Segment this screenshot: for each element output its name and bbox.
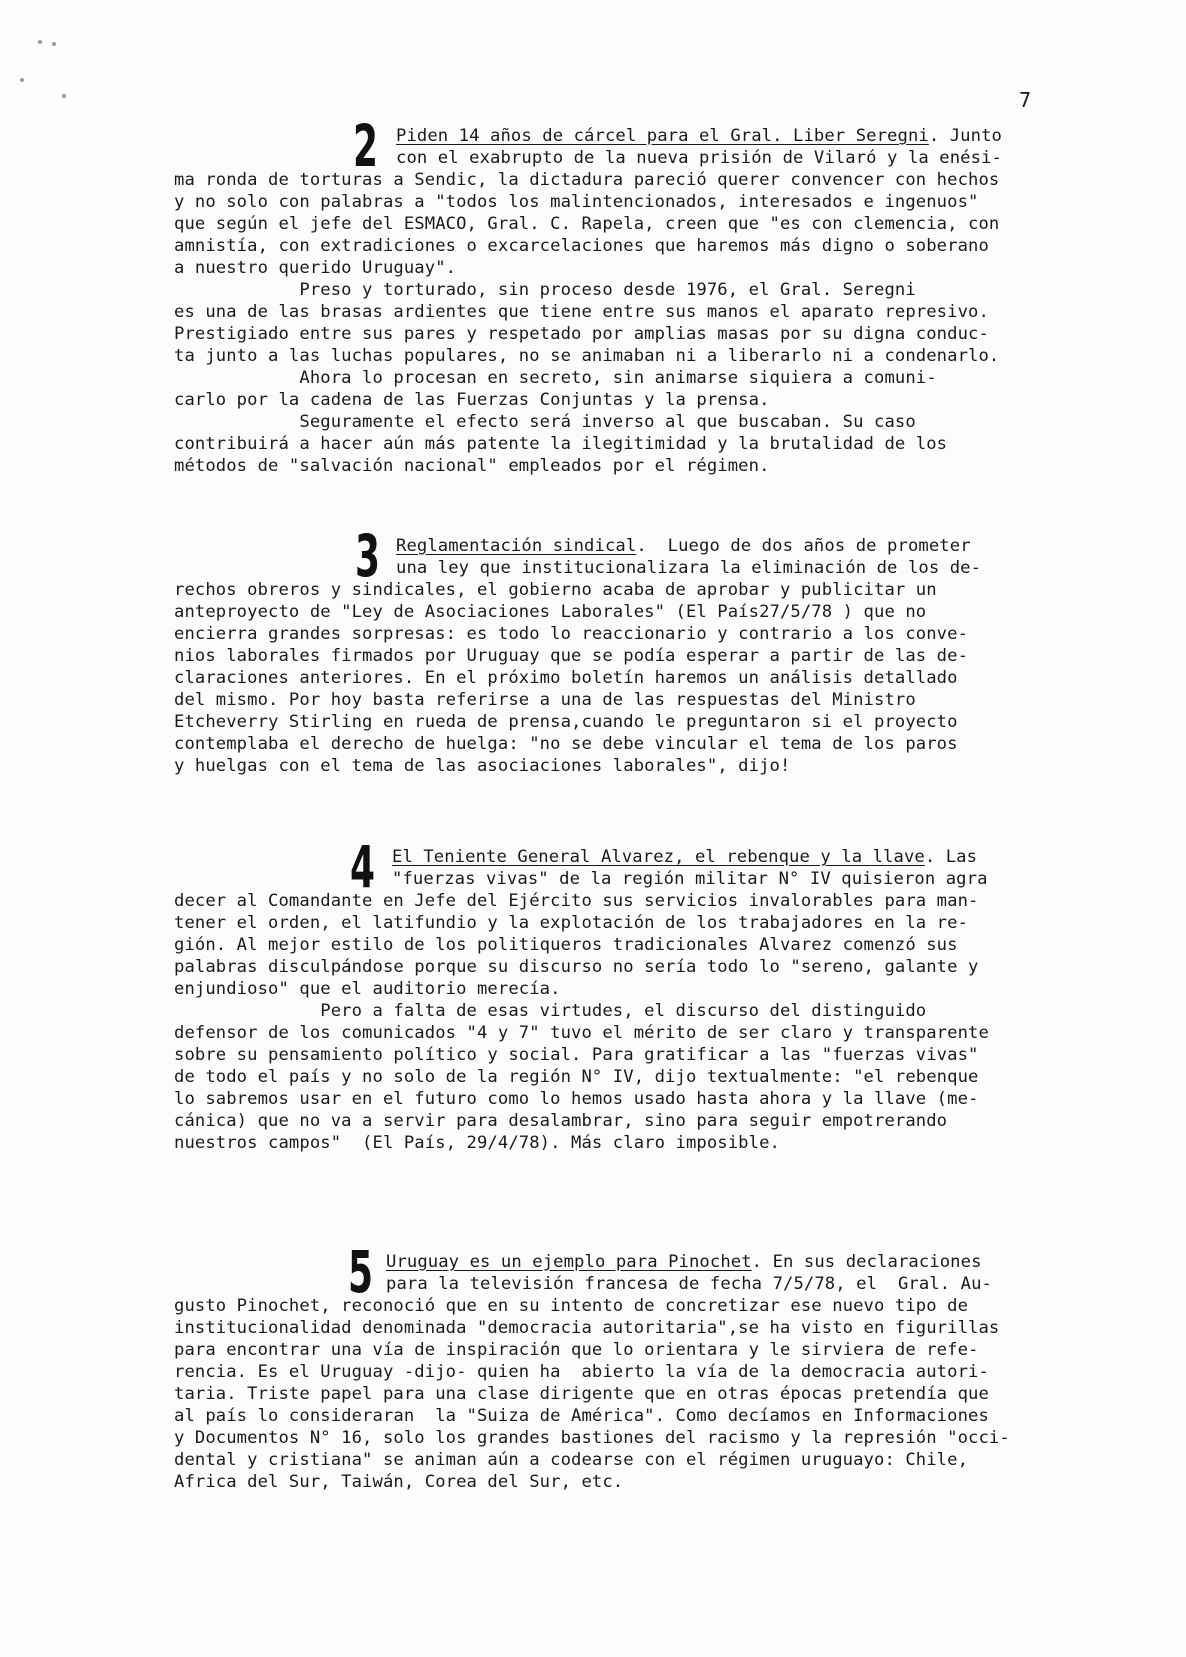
item-line: cánica) que no va a servir para desalambrar, sino para seguir empotrerando [174, 1111, 948, 1131]
item-line: gión. Al mejor estilo de los politiqueros tradicionales Alvarez comenzó sus [174, 935, 958, 955]
ink-speck [62, 94, 66, 98]
item-line: Ahora lo procesan en secreto, sin animarse siquiera a comuni- [174, 368, 937, 388]
item-line: al país lo consideraran la "Suiza de América". Como decíamos en Informaciones [174, 1406, 989, 1426]
item-line: Pero a falta de esas virtudes, el discurso del distinguido [174, 1001, 927, 1021]
item-first-line [396, 535, 971, 557]
item-line: Prestigiado entre sus pares y respetado por amplias masas por su digna conduc- [174, 324, 989, 344]
item-line: amnistía, con extradiciones o excarcelaciones que haremos más digno o soberano [174, 236, 989, 256]
item-line: defensor de los comunicados "4 y 7" tuvo el mérito de ser claro y transparente [174, 1023, 989, 1043]
item-headline: Piden 14 años de cárcel para el Gral. Liber Seregni [396, 126, 929, 146]
item-line: para la televisión francesa de fecha 7/5/78, el Gral. Au- [386, 1274, 992, 1294]
item-line: métodos de "salvación nacional" empleados por el régimen. [174, 456, 770, 476]
item-line: para encontrar una vía de inspiración que lo orientara y le sirviera de refe- [174, 1340, 979, 1360]
item-line: dental y cristiana" se animan aún a codearse con el régimen uruguayo: Chile, [174, 1450, 969, 1470]
item-line: lo sabremos usar en el futuro como lo hemos usado hasta ahora y la llave (me- [174, 1089, 979, 1109]
item-first-line [392, 846, 977, 868]
item-first-line [386, 1251, 982, 1273]
item-line: y no solo con palabras a "todos los malintencionados, interesados e ingenuos" [174, 192, 979, 212]
item-line: con el exabrupto de la nueva prisión de Vilaró y la enési- [396, 148, 1002, 168]
item-line: Seguramente el efecto será inverso al que buscaban. Su caso [174, 412, 916, 432]
item-line: gusto Pinochet, reconoció que en su intento de concretizar ese nuevo tipo de [174, 1296, 969, 1316]
item-first-line-rest: . En sus declaraciones [751, 1252, 982, 1272]
page-number: 7 [1019, 88, 1032, 112]
ink-speck [52, 42, 56, 46]
item-line: contemplaba el derecho de huelga: "no se debe vincular el tema de los paros [174, 734, 958, 754]
item-line: de todo el país y no solo de la región N° IV, dijo textualmente: "el rebenque [174, 1067, 979, 1087]
item-number: 5 [348, 1238, 374, 1306]
item-line: ta junto a las luchas populares, no se animaban ni a liberarlo ni a condenarlo. [174, 346, 1000, 366]
item-headline: Reglamentación sindical [396, 536, 637, 556]
item-line: Africa del Sur, Taiwán, Corea del Sur, etc. [174, 1472, 624, 1492]
item-first-line-rest: . Junto [928, 126, 1002, 146]
item-line: y Documentos N° 16, solo los grandes bastiones del racismo y la represión "occi- [174, 1428, 1010, 1448]
item-line: enjundioso" que el auditorio merecía. [174, 979, 561, 999]
item-line: es una de las brasas ardientes que tiene entre sus manos el aparato represivo. [174, 302, 989, 322]
item-line: Preso y torturado, sin proceso desde 1976, el Gral. Seregni [174, 280, 916, 300]
item-number: 2 [353, 112, 379, 180]
item-line: decer al Comandante en Jefe del Ejército sus servicios invalorables para man- [174, 891, 979, 911]
item-first-line [396, 125, 1002, 147]
item-line: tener el orden, el latifundio y la explotación de los trabajadores en la re- [174, 913, 969, 933]
item-first-line-rest: . Luego de dos años de prometer [636, 536, 971, 556]
item-line: nios laborales firmados por Uruguay que se podía esperar a partir de las de- [174, 646, 969, 666]
item-line: palabras disculpándose porque su discurso no sería todo lo "sereno, galante y [174, 957, 979, 977]
item-line: carlo por la cadena de las Fuerzas Conjuntas y la prensa. [174, 390, 770, 410]
item-line: Etcheverry Stirling en rueda de prensa,cuando le preguntaron si el proyecto [174, 712, 958, 732]
item-line: rencia. Es el Uruguay -dijo- quien ha abierto la vía de la democracia autori- [174, 1362, 989, 1382]
item-line: taria. Triste papel para una clase dirigente que en otras épocas pretendía que [174, 1384, 989, 1404]
item-line: institucionalidad denominada "democracia autoritaria",se ha visto en figurillas [174, 1318, 1000, 1338]
item-line: y huelgas con el tema de las asociaciones laborales", dijo! [174, 756, 791, 776]
item-line: una ley que institucionalizara la eliminación de los de- [396, 558, 982, 578]
item-line: contribuirá a hacer aún más patente la ilegitimidad y la brutalidad de los [174, 434, 948, 454]
item-line: sobre su pensamiento político y social. Para gratificar a las "fuerzas vivas" [174, 1045, 979, 1065]
item-line: que según el jefe del ESMACO, Gral. C. Rapela, creen que "es con clemencia, con [174, 214, 1000, 234]
item-line: a nuestro querido Uruguay". [174, 258, 457, 278]
item-line: anteproyecto de "Ley de Asociaciones Laborales" (El País27/5/78 ) que no [174, 602, 927, 622]
item-line: nuestros campos" (El País, 29/4/78). Más claro imposible. [174, 1133, 780, 1153]
item-headline: El Teniente General Alvarez, el rebenque y la llave [392, 847, 925, 867]
item-first-line-rest: . Las [924, 847, 978, 867]
ink-speck [20, 78, 24, 82]
item-number: 4 [350, 833, 376, 901]
item-headline: Uruguay es un ejemplo para Pinochet [386, 1252, 752, 1272]
item-line: encierra grandes sorpresas: es todo lo reaccionario y contrario a los conve- [174, 624, 969, 644]
item-line: ma ronda de torturas a Sendic, la dictadura pareció querer convencer con hechos [174, 170, 1000, 190]
item-number: 3 [355, 522, 381, 590]
item-line: claraciones anteriores. En el próximo boletín haremos un análisis detallado [174, 668, 958, 688]
ink-speck [38, 40, 42, 44]
item-line: del mismo. Por hoy basta referirse a una de las respuestas del Ministro [174, 690, 916, 710]
item-line: rechos obreros y sindicales, el gobierno acaba de aprobar y publicitar un [174, 580, 937, 600]
item-line: "fuerzas vivas" de la región militar N° IV quisieron agra [392, 869, 988, 889]
